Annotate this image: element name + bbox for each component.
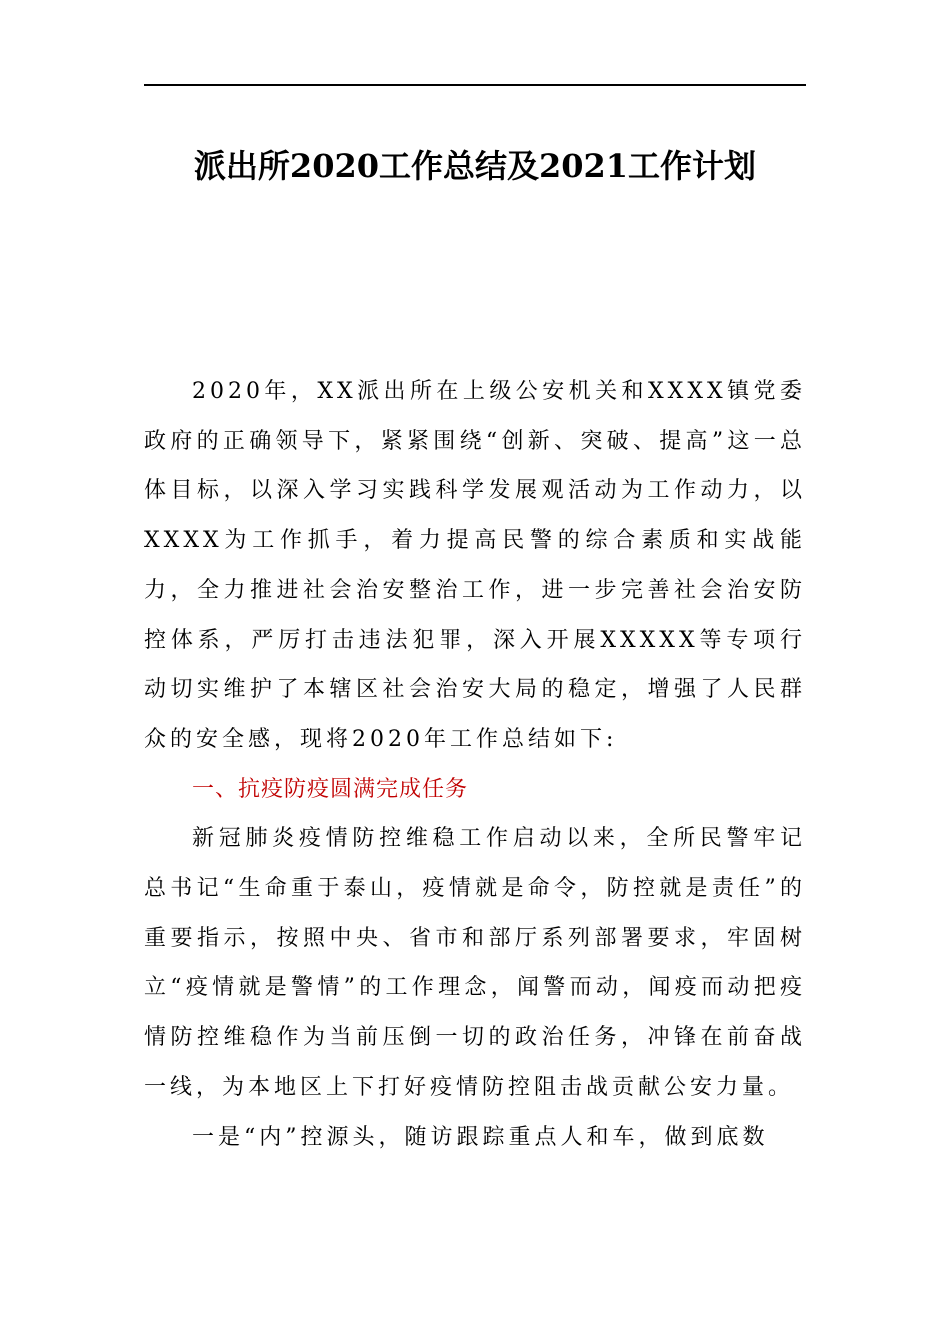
header-rule [144, 84, 806, 86]
section-1-paragraph-1: 新冠肺炎疫情防控维稳工作启动以来，全所民警牢记总书记“生命重于泰山，疫情就是命令，防控就是责任”的重要指示，按照中央、省市和部厅系列部署要求，牢固树立“疫情就是警情”的工作理念，闻警而动，闻疫而动把疫情防控维稳作为当前压倒一切的政治任务，冲锋在前奋战一线，为本地区上下打好疫情防控阻击战贡献公安力量。 [144, 826, 806, 1100]
section-heading-1: 一、抗疫防疫圆满完成任务 [192, 776, 469, 802]
document-title: 派出所2020工作总结及2021工作计划 [193, 147, 757, 185]
document-body [144, 367, 806, 1162]
intro-paragraph: 2020年，XX派出所在上级公安机关和XXXX镇党委政府的正确领导下，紧紧围绕“创新、突破、提高”这一总体目标，以深入学习实践科学发展观活动为工作动力，以XXXX为工作抓手，着力提高民警的综合素质和实战能力，全力推进社会治安整治工作，进一步完善社会治安防控体系，严厉打击违法犯罪，深入开展XXXXX等专项行动切实维护了本辖区社会治安大局的稳定，增强了人民群众的安全感，现将2020年工作总结如下: [144, 379, 806, 752]
section-1-paragraph-2: 一是“内”控源头，随访跟踪重点人和车，做到底数 [192, 1124, 769, 1150]
